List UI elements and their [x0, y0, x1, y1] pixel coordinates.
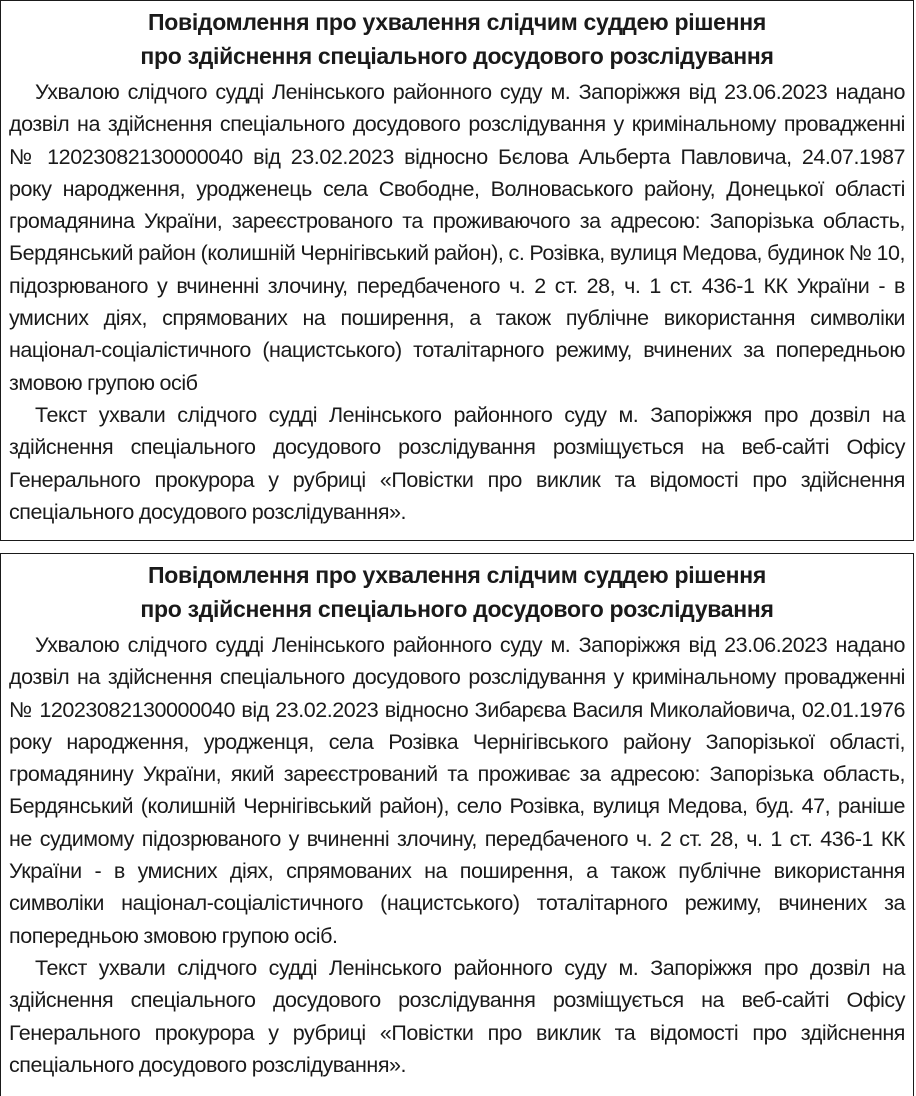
notice-paragraph-publication: Текст ухвали слідчого судді Ленінського районного суду м. Запоріжжя про дозвіл на здійснення спеціального досудового розслідування розміщується на веб-сайті Офісу Генерального прокурора у рубриці «Повістки про виклик та відомості про здійснення спеціального досудового розслідування».	[9, 955, 905, 1077]
notice-title-line-1: Повідомлення про ухвалення слідчим суддею рішення	[148, 562, 766, 588]
notice-title	[9, 558, 905, 626]
notice-title-line-2: про здійснення спеціального досудового розслідування	[140, 43, 774, 69]
notice-box-2	[0, 553, 914, 1096]
notice-paragraph-publication: Текст ухвали слідчого судді Ленінського районного суду м. Запоріжжя про дозвіл на здійснення спеціального досудового розслідування розміщується на веб-сайті Офісу Генерального прокурора у рубриці «Повістки про виклик та відомості про здійснення спеціального досудового розслідування».	[9, 402, 905, 524]
notice-title-line-1: Повідомлення про ухвалення слідчим суддею рішення	[148, 9, 766, 35]
notice-title	[9, 5, 905, 73]
notice-title-line-2: про здійснення спеціального досудового розслідування	[140, 596, 774, 622]
notice-paragraph-ruling: Ухвалою слідчого судді Ленінського районного суду м. Запоріжжя від 23.06.2023 надано дозвіл на здійснення спеціального досудового розслідування у кримінальному провадженні № 12023082130000040 від 23.02.2023 відносно Бєлова Альберта Павловича, 24.07.1987 року народження, уродженець села Свободне, Волноваського району, Донецької області громадянина України, зареєстрованого та проживаючого за адресою: Запорізька область, Бердянський район (колишній Чернігівський район), с. Розівка, вулиця Медова, будинок № 10, підозрюваного у вчиненні злочину, передбаченого ч. 2 ст. 28, ч. 1 ст. 436-1 КК України - в умисних діях, спрямованих на поширення, а також публічне використання символіки націонал-соціалістичного (нацистського) тоталітарного режиму, вчинених за попередньою змовою групою осіб	[9, 80, 905, 395]
notice-box-1	[0, 0, 914, 541]
notice-paragraph-ruling: Ухвалою слідчого судді Ленінського районного суду м. Запоріжжя від 23.06.2023 надано дозвіл на здійснення спеціального досудового розслідування у кримінальному провадженні № 12023082130000040 від 23.02.2023 відносно Зибарєва Василя Миколайовича, 02.01.1976 року народження, уродженця, села Розівка Чернігівського району Запорізької області, громадянину України, який зареєстрований та проживає за адресою: Запорізька область, Бердянський (колишній Чернігівський район), село Розівка, вулиця Медова, буд. 47, раніше не судимому підозрюваного у вчиненні злочину, передбаченого ч. 2 ст. 28, ч. 1 ст. 436-1 КК України - в умисних діях, спрямованих на поширення, а також публічне використання символіки націонал-соціалістичного (нацистського) тоталітарного режиму, вчинених за попередньою змовою групою осіб.	[9, 633, 905, 948]
